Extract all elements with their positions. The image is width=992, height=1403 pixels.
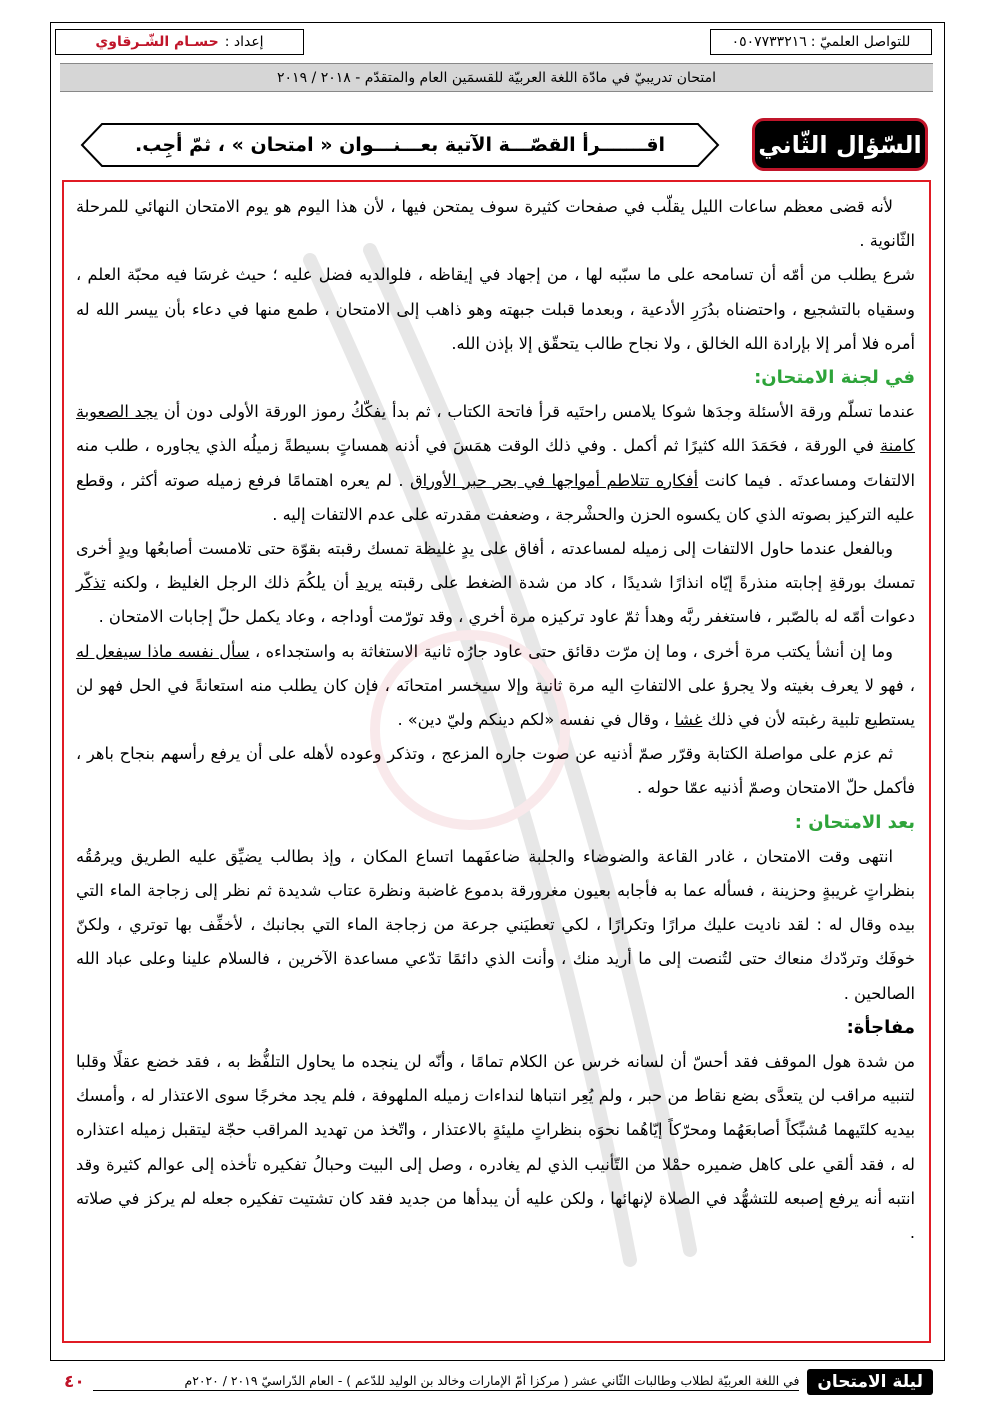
p3-text-b: في الورقة ، فحَمَدَ الله كثيرًا ثم أكمل . وفي ذلك الوقت همَسَ في أذنه همساتٍ بسيطةً زميلُه الذي يجاوره ، طلب منه الالتفاتَ ومساعدتَه . فيما كانت <box>76 436 915 490</box>
story-paragraph-7: انتهى وقت الامتحان ، غادر القاعة والضوضاء والجلبة ضاعفَهما اتساع المكان ، وإذ بطالب يضيِّق عليه الطريق ويرمُقُه بنظراتٍ غريبةٍ وحزينة ، فسأله عما به فأجابه بعيون مغرورقة بدموع غاضبة ونظرة عتاب شديدة ثم نظر إلى زجاجة الماء التي بيده وقال له : لقد ناديت عليك مرارًا وتكرارًا ، لكي تعطيَني جرعة من زجاجة الماء التي بجانبك ، لأخفِّف بها توتري ، ولكنّ خوفَك وتردّدك منعاك حتى لتُنصت إلى ما أريد منك ، وأنت الذي دائمًا تدّعي مساعدة الآخرين ، فالسلام علينا وعلى عباد الله الصالحين . <box>76 846 915 1003</box>
author-name: حسـام الشّـرقاوي <box>95 34 219 50</box>
section-heading-surprise: مفاجأة: <box>846 1016 915 1038</box>
author-label: إعداد : <box>224 34 264 50</box>
exam-title-bar <box>60 63 933 92</box>
p4-text-b: أن يلكُمَ ذلك الرجل الغليظ ، ولكنه <box>105 573 356 593</box>
question-label-text: السّؤال الثّاني <box>758 130 922 159</box>
p5-text-a: وما إن أنشأ يكتب مرة أخرى ، وما إن مرّت دقائق حتى عاود جارُه ثانية الاستغاثة به واستجداءه ، <box>249 641 894 661</box>
p5-text-b: ، فهو لا يعرف بغيته ولا يجرؤ على الالتفاتِ اليه مرة ثانية وإلا سيخسر امتحانَه ، فإن كان يطلب منه استعانةً في الحل فهو لن يستطيع تلبية رغبته لأن في ذلك <box>76 675 915 730</box>
instruction-banner <box>80 122 720 168</box>
story-paragraph-6: ثم عزم على مواصلة الكتابة وقرّر صمّ أذنيه عن صوت جاره المزعج ، وتذكر وعوده لأهله على أن يرفع رأسهم بنجاح باهر ، فأكمل حلّ الامتحان وصمّ أذنيه عمّا حوله . <box>76 744 915 798</box>
story-paragraph-3 <box>76 395 915 532</box>
question-label <box>752 118 928 171</box>
contact-number: ٠٥٠٧٧٣٣٢١٦ <box>731 34 807 50</box>
p4-text-c: دعوات أمّه له بالصّبر ، فاستغفر ربَّه وهدأ ثمّ عاود تركيزه مرة أخري ، وقد تورّمت أوداجه ، وعاد يكمل حلّ إجابات الامتحان . <box>98 607 915 627</box>
story-paragraph-8: من شدة هول الموقف فقد أحسّ أن لسانه خرس عن الكلام تمامًا ، وأنّه لن ينجده ما يحاول التلفُّظ به ، فقد خضع عقلًا وقلبا لتنبيه مراقب لن يتعدَّى بضع نقاط من حبر ، ولم يُعِر انتباها لنداءات زميله الملهوفة ، فلم يجد مخرجًا سوى الاعتذار له ، وأمسك بيديه كلتَيهما مُشبِّكاً أصابعَهُما ومحرّكاً إيّاهُما نحوَه بنظراتٍ مليئةٍ بالاعتذار ، واتّخذ من تهديد المراقب حجّة ليتقبل زميله اعتذاره له ، فقد ألقي على كاهل ضميره حمْلا من التّأنيب الذي لم يغادره ، وصل إلى البيت وحبالُ تفكيره تأخذه إلى عوالم كثيرة وقد انتبه أنه يرفع إصبعه للتشهُّد في الصلاة لإنهائها ، ولكن عليه أن يبدأها من جديد فقد كان تشتيت تفكيره جعله لم يركز في صلاته . <box>76 1052 915 1243</box>
exam-title: امتحان تدريبيّ في مادّة اللغة العربيّة للقسمَين العام والمتقدّم - ٢٠١٨ / ٢٠١٩ <box>277 69 716 86</box>
p5-underlined-2: غشا <box>674 710 703 730</box>
footer <box>60 1366 933 1398</box>
p4-underlined-1: يريد <box>355 573 383 593</box>
footer-text: في اللغة العربيّة لطلاب وطالبات الثّاني عشر ( مركزا أمّ الإمارات وخالد بن الوليد للدّعم ) - العام الدّراسيّ ٢٠١٩ / ٢٠٢٠م <box>93 1373 800 1391</box>
p4-underlined-2: تذكّر <box>76 573 106 593</box>
page-number: ٤٠ <box>64 1372 85 1392</box>
p3-underlined-2: أفكاره تتلاطم أمواجها في بحر حبر الأوراق <box>410 470 699 490</box>
story-paragraph-1: لأنه قضى معظم ساعات الليل يقلّب في صفحات كثيرة سوف يمتحن فيها ، لأن هذا اليوم هو يوم الامتحان النهائي للمرحلة الثّانوية . <box>76 197 915 251</box>
p5-underlined-1: سأل نفسه ماذا سيفعل له <box>76 641 250 661</box>
section-heading-after: بعد الامتحان : <box>794 811 915 833</box>
p3-underlined-1: يجد الصعوبة كامنة <box>76 402 915 456</box>
story-paragraph-2: شرع يطلب من أمّه أن تسامحه على ما سبّبه لها ، من إجهاد في إيقاظه ، فلوالديه فضل عليه ؛ حيث غرسَا فيه محبّة العلم ، وسقياه بالتشجيع ، واحتضناه بدُرَرِ الأدعية ، وبعدما قبلت جبهته وهو ذاهب إلى الامتحان ، طمع منها في دعاء بأن ييسر الله له أمره فلا أمر إلا بإرادة الله الخالق ، ولا نجاح طالب يتحقّق إلا بإذن الله. <box>76 265 915 353</box>
p3-text-a: عندما تسلّم ورقة الأسئلة وجدَها شوكا يلامس راحتَيه قرأ فاتحة الكتاب ، ثم بدأ يفكّكُ رموز الورقة الأولى دون أن <box>158 402 915 422</box>
footer-logo: ليلة الامتحان <box>807 1369 933 1395</box>
story-box <box>62 180 931 1343</box>
p5-text-c: ، وقال في نفسه «لكم دينكم وليّ دين» . <box>397 710 675 730</box>
p3-text-c: . لم يعره اهتمامًا فرفع زميله صوته أكثر ، وقطع عليه التركيز بصوته الذي كان يكسوه الحزن والحشْرجة ، وضعفت مقدرته على عدم الالتفات إليه . <box>76 470 915 524</box>
author-box <box>55 29 304 55</box>
contact-box <box>710 29 932 55</box>
story-paragraph-5 <box>76 635 915 738</box>
instruction-text: اقـــــــرأ القصّـــة الآتية بعـــنـــوان « امتحان » ، ثمّ أجِب. <box>134 134 666 156</box>
p4-text-a: وبالفعل عندما حاول الالتفات إلى زميله لمساعدته ، أفاق على يدٍ غليظة تمسك رقبته بقوّة حتى تلامست أصابعُها ويدٍ أخرى تمسك بورقةِ إجابته منذرةً إيّاه انذارًا شديدًا ، كاد من شدة الضغط على رقبته <box>76 539 915 593</box>
contact-label: للتواصل العلميّ : <box>810 34 911 50</box>
story-paragraph-4 <box>76 532 915 635</box>
section-heading-committee: في لجنة الامتحان: <box>754 367 915 389</box>
